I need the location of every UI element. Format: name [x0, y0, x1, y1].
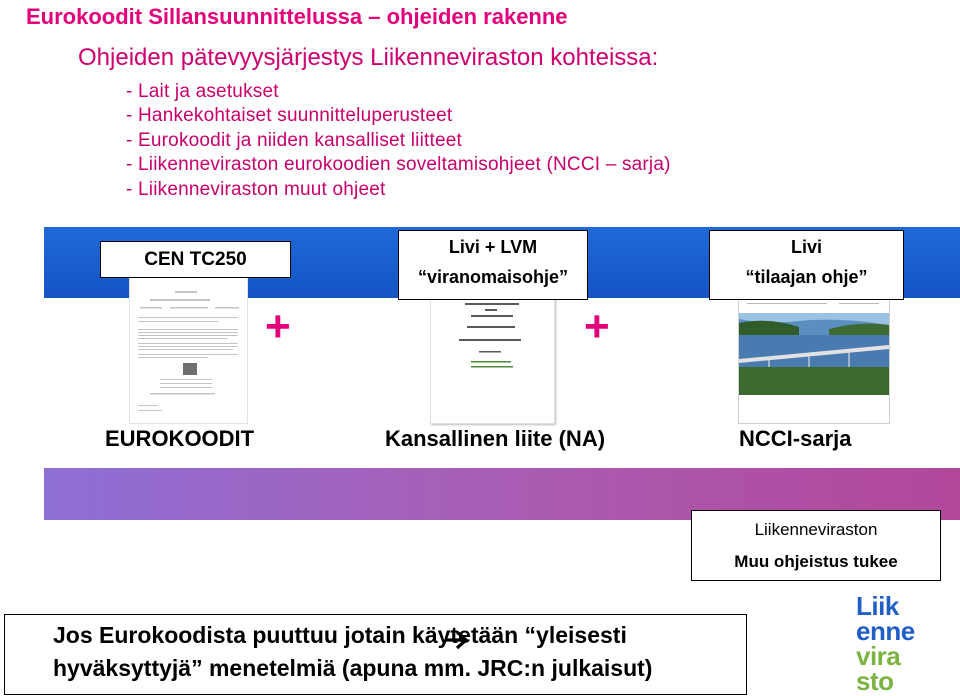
note-line-2: hyväksyttyjä” menetelmiä (apuna mm. JRC:n julkaisut) — [53, 655, 653, 681]
cen-tc250-label: CEN TC250 — [144, 249, 247, 270]
client-guideline-label: “tilaajan ohje” — [745, 267, 868, 287]
ncci-caption: NCCI-sarja — [739, 426, 852, 451]
livi-label: Livi — [790, 237, 822, 257]
bridge-photo-graphic — [739, 299, 889, 423]
note-box — [4, 614, 747, 695]
national-annex-document-thumbnail — [430, 298, 555, 424]
document-thumbnail-graphic — [431, 299, 554, 423]
other-guidance-org: Liikenneviraston — [754, 520, 878, 539]
national-annex-caption: Kansallinen liite (NA) — [385, 426, 606, 451]
list-item: - Hankekohtaiset suunnitteluperusteet — [126, 105, 453, 127]
eurokoodit-caption: EUROKOODIT — [105, 426, 255, 451]
logo-line: Liik — [856, 591, 899, 621]
eurocode-document-thumbnail — [129, 276, 248, 424]
list-item: - Liikenneviraston muut ohjeet — [126, 178, 386, 200]
plus-sign: + — [584, 302, 610, 351]
arrow-right-icon — [445, 630, 469, 650]
livi-lvm-box — [398, 230, 588, 300]
note-line-1: Jos Eurokoodista puuttuu jotain käytetään “yleisesti — [53, 622, 627, 648]
livi-box — [709, 230, 904, 300]
logo-line: vira — [856, 641, 901, 671]
document-thumbnail-graphic — [130, 277, 247, 423]
authority-guideline-label: “viranomaisohje” — [417, 267, 569, 287]
ncci-document-thumbnail — [738, 298, 890, 424]
livi-lvm-label: Livi + LVM — [448, 237, 538, 257]
subtitle: Ohjeiden pätevyysjärjestys Liikenneviraston kohteissa: — [78, 44, 659, 71]
logo-line: enne — [856, 616, 915, 646]
list-item: - Eurokoodit ja niiden kansalliset liitteet — [126, 129, 462, 151]
plus-sign: + — [265, 302, 291, 351]
other-guidance-box — [691, 510, 941, 581]
page-title: Eurokoodit Sillansuunnittelussa – ohjeiden rakenne — [26, 4, 568, 29]
logo-line: sto — [856, 666, 894, 696]
cen-tc250-box — [100, 241, 291, 278]
hierarchy-list — [126, 80, 671, 202]
other-guidance-text: Muu ohjeistus tukee — [734, 552, 898, 571]
liikennevirasto-logo — [856, 591, 952, 696]
list-item: - Liikenneviraston eurokoodien soveltamisohjeet (NCCI – sarja) — [126, 154, 671, 176]
list-item: - Lait ja asetukset — [126, 81, 279, 102]
